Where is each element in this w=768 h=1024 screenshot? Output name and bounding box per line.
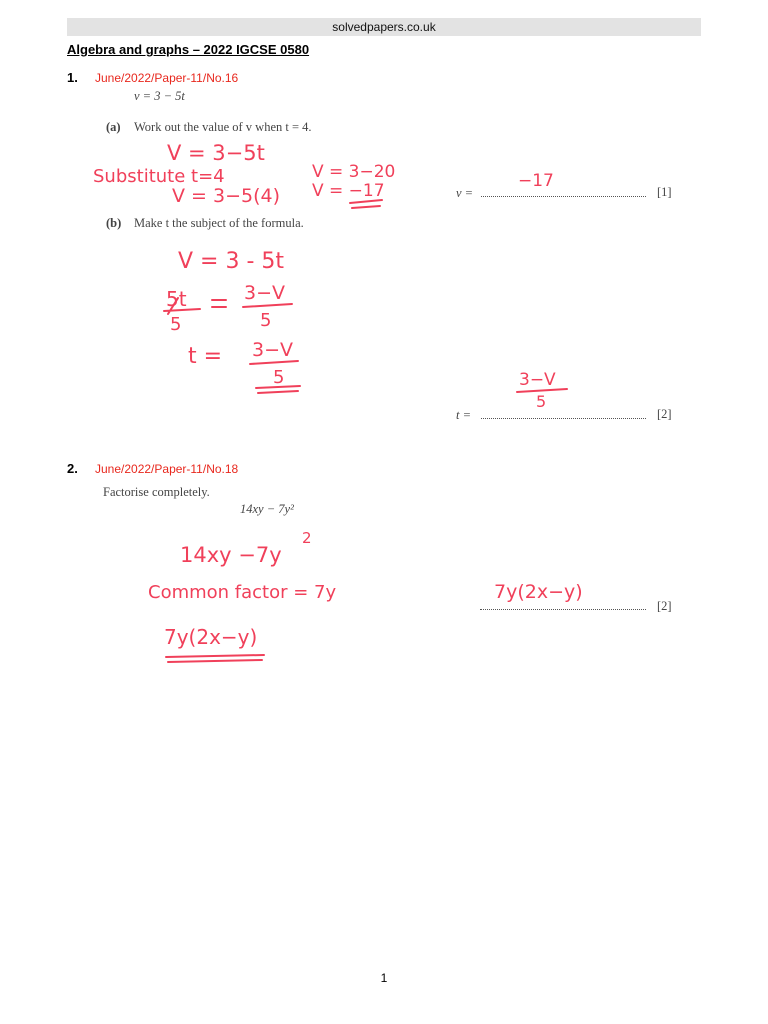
answer-2-marks: [2] [657, 599, 672, 613]
question-1-number: 1. [67, 70, 78, 85]
question-2-prompt: Factorise completely. [103, 485, 210, 499]
hw-1a-line-3: V = 3−5(4) [172, 185, 281, 207]
hw-2-double-underline [166, 655, 264, 662]
document-title: Algebra and graphs – 2022 IGCSE 0580 [67, 42, 310, 57]
hw-1b-rhs-num: 3−V [244, 282, 286, 304]
question-1-formula: v = 3 − 5t [134, 89, 185, 103]
hw-1a-line-1: V = 3−5t [167, 141, 265, 165]
question-2-reference: June/2022/Paper-11/No.18 [95, 462, 239, 476]
hw-1b-result-num: 3−V [252, 339, 294, 361]
page-number: 1 [380, 971, 388, 985]
question-2-expression: 14xy − 7y² [240, 502, 294, 516]
hw-1a-line-5: V = −17 [312, 181, 385, 201]
question-2-number: 2. [67, 461, 78, 476]
site-name: solvedpapers.co.uk [332, 20, 436, 34]
answer-1a-prefix: v = [456, 186, 474, 200]
answer-1a-marks: [1] [657, 185, 672, 199]
hw-1b-result-den: 5 [273, 367, 285, 388]
question-1a-label: (a) [106, 120, 121, 134]
question-1b-label: (b) [106, 216, 122, 230]
hw-2-exponent: 2 [302, 529, 312, 547]
hw-2-line-2: Common factor = 7y [148, 582, 337, 603]
answer-1b-marks: [2] [657, 407, 672, 421]
hw-2-answer: 7y(2x−y) [494, 581, 583, 603]
hw-1b-line-1: V = 3 - 5t [178, 249, 285, 274]
hw-1b-result-lhs: t = [188, 344, 223, 369]
hw-1b-rhs-bar [243, 304, 292, 307]
question-1-reference: June/2022/Paper-11/No.16 [95, 71, 239, 85]
hw-1b-answer-num: 3−V [519, 370, 556, 390]
hw-1a-line-4: V = 3−20 [312, 162, 396, 182]
question-1b-prompt: Make t the subject of the formula. [134, 216, 304, 230]
hw-1b-fraction-den: 5 [170, 314, 182, 335]
question-1a-prompt: Work out the value of v when t = 4. [134, 120, 312, 134]
hw-1b-rhs-den: 5 [260, 310, 272, 331]
hw-2-line-3: 7y(2x−y) [164, 625, 258, 649]
answer-1b-prefix: t = [456, 408, 472, 422]
hw-2-line-1: 14xy −7y [180, 543, 282, 567]
hw-1a-double-underline [350, 200, 382, 208]
hw-1a-answer: −17 [518, 171, 554, 191]
hw-1a-line-2: Substitute t=4 [93, 166, 225, 187]
hw-1b-answer-den: 5 [536, 392, 547, 411]
hw-1b-equals [212, 300, 226, 307]
hw-1b-result-double-underline [256, 386, 300, 393]
hw-1b-fraction-num: 5t [166, 287, 187, 311]
hw-1b-result-bar [250, 361, 298, 364]
